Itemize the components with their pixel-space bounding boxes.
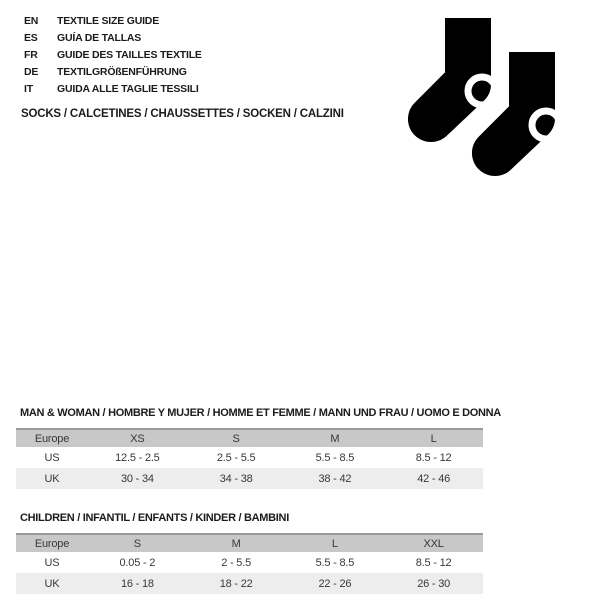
table-header-row (16, 534, 483, 552)
socks-icon (408, 12, 564, 178)
language-label: GUIDA ALLE TAGLIE TESSILI (57, 83, 199, 95)
man-woman-table-title: MAN & WOMAN / HOMBRE Y MUJER / HOMME ET FEMME / MANN UND FRAU / UOMO E DONNA (20, 407, 501, 419)
size-value: 16 - 18 (120, 577, 154, 590)
column-header-size: L (331, 537, 338, 550)
language-label: GUIDE DES TAILLES TEXTILE (57, 49, 202, 61)
man-woman-size-table (16, 428, 483, 489)
size-value: 42 - 46 (417, 472, 451, 485)
table-row-uk (16, 573, 483, 594)
language-code: FR (24, 49, 38, 61)
children-size-section (16, 511, 483, 594)
size-value: 2 - 5.5 (221, 556, 252, 569)
language-row-en (24, 13, 202, 30)
language-label: TEXTILGRÖßENFÜHRUNG (57, 66, 187, 78)
size-value: 34 - 38 (219, 472, 253, 485)
region-label: UK (44, 472, 60, 485)
column-header-size: S (232, 432, 240, 445)
size-value: 2.5 - 5.5 (216, 451, 256, 464)
language-label: GUÍA DE TALLAS (57, 32, 142, 44)
language-row-it (24, 81, 202, 98)
language-row-de (24, 64, 202, 81)
size-value: 5.5 - 8.5 (315, 556, 355, 569)
region-label: US (44, 451, 60, 464)
product-category-title: SOCKS / CALCETINES / CHAUSSETTES / SOCKEN / CALZINI (21, 108, 344, 120)
size-value: 8.5 - 12 (415, 556, 452, 569)
region-label: US (44, 556, 60, 569)
column-header-size: XXL (423, 537, 444, 550)
size-value: 26 - 30 (417, 577, 451, 590)
size-value: 5.5 - 8.5 (315, 451, 355, 464)
language-row-es (24, 30, 202, 47)
size-value: 18 - 22 (219, 577, 253, 590)
size-value: 12.5 - 2.5 (115, 451, 160, 464)
column-header-europe: Europe (34, 432, 70, 445)
table-header-row (16, 429, 483, 447)
table-row-us (16, 552, 483, 573)
language-label: TEXTILE SIZE GUIDE (57, 15, 159, 27)
children-table-title: CHILDREN / INFANTIL / ENFANTS / KINDER / BAMBINI (20, 512, 289, 524)
column-header-size: M (330, 432, 340, 445)
column-header-size: M (231, 537, 241, 550)
column-header-europe: Europe (34, 537, 70, 550)
region-label: UK (44, 577, 60, 590)
table-row-us (16, 447, 483, 468)
column-header-size: XS (130, 432, 145, 445)
column-header-size: S (133, 537, 141, 550)
language-code: DE (24, 66, 39, 78)
table-row-uk (16, 468, 483, 489)
language-code: EN (24, 15, 39, 27)
language-code: ES (24, 32, 38, 44)
language-list (24, 13, 202, 98)
column-header-size: L (430, 432, 437, 445)
language-code: IT (24, 83, 33, 95)
children-size-table (16, 533, 483, 594)
size-value: 0.05 - 2 (119, 556, 156, 569)
man-woman-size-section (16, 406, 501, 489)
size-value: 38 - 42 (318, 472, 352, 485)
size-value: 30 - 34 (120, 472, 154, 485)
size-value: 8.5 - 12 (415, 451, 452, 464)
language-row-fr (24, 47, 202, 64)
size-value: 22 - 26 (318, 577, 352, 590)
